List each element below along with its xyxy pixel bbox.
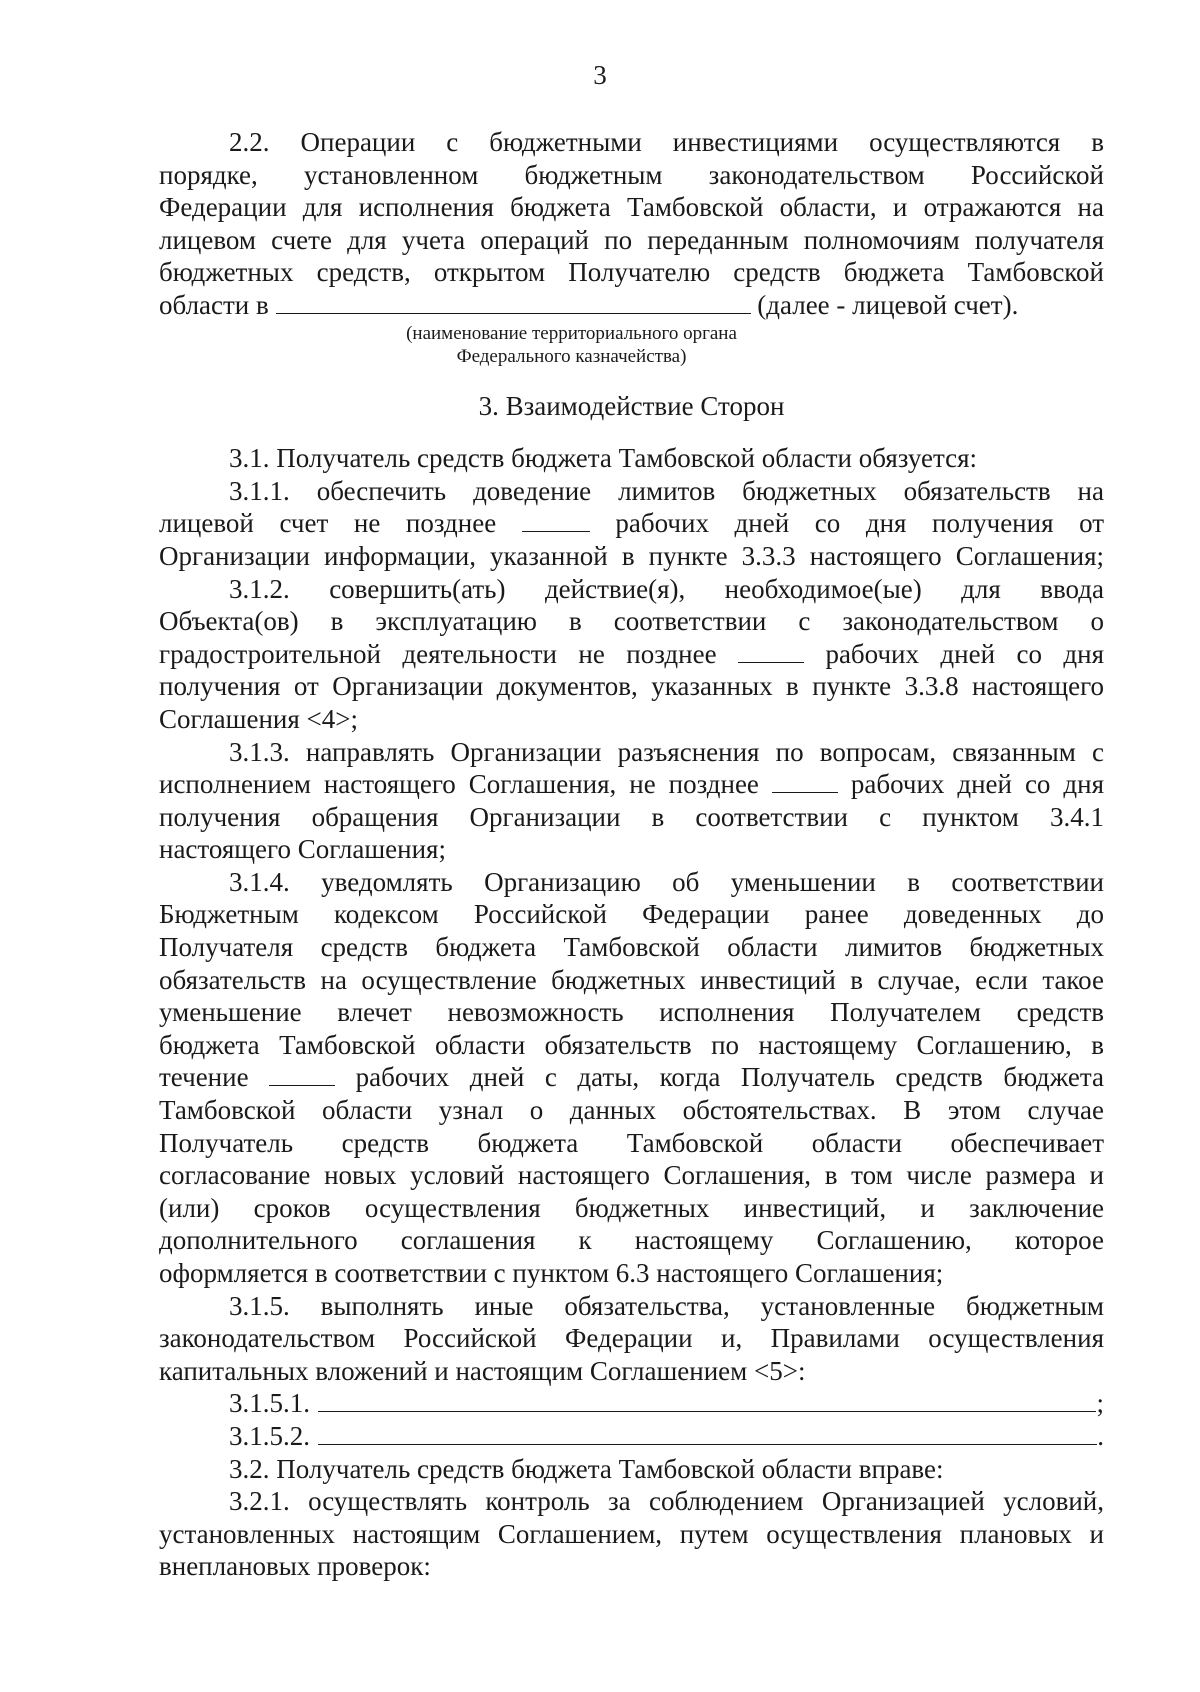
text-fragment: лицевой счет не позднее: [159, 508, 497, 539]
text-line: капитальных вложений и настоящим Соглашением <5>:: [159, 1355, 806, 1386]
paragraph-3-1-1: [159, 475, 1104, 573]
text-line: 2.2. Операции с бюджетными инвестициями осуществляются в: [229, 127, 1104, 157]
text-line: Объекта(ов) в эксплуатацию в соответствии с законодательством о: [159, 606, 1104, 637]
paragraph-3-1-5: [159, 1290, 1104, 1453]
text-line: 3.1.4. уведомлять Организацию об уменьшении в соответствии: [229, 866, 1104, 897]
text-line: дополнительного соглашения к настоящему Соглашению, которое: [159, 1225, 1104, 1256]
paragraph-3-1-4: [159, 866, 1104, 1290]
text-line: 3.1.3. направлять Организации разъяснения по вопросам, связанным с: [229, 736, 1104, 767]
paragraph-3-2: 3.2. Получатель средств бюджета Тамбовской области вправе:: [229, 1453, 944, 1484]
blank-field-days: [522, 509, 590, 532]
field-caption: (наименование территориального органа: [406, 322, 737, 344]
text-fragment: рабочих дней со дня: [825, 638, 1105, 669]
text-line: Соглашения <4>;: [159, 703, 358, 734]
text-line: [159, 768, 1104, 801]
text-fragment: исполнением настоящего Соглашения, не позднее: [159, 769, 759, 800]
text-line: законодательством Российской Федерации и, Правилами осуществления: [159, 1323, 1104, 1354]
text-line: [159, 507, 1104, 540]
section-title: 3. Взаимодействие Сторон: [478, 390, 785, 421]
text-fragment: течение: [159, 1062, 249, 1093]
text-line: Получатель средств бюджета Тамбовской области обеспечивает: [159, 1127, 1104, 1158]
text-line: получения обращения Организации в соответствии с пунктом 3.4.1: [159, 801, 1104, 832]
text-line: обязательств на осуществление бюджетных инвестиций в случае, если такое: [159, 964, 1104, 995]
text-line: 3.1.2. совершить(ать) действие(я), необходимое(ые) для ввода: [229, 573, 1104, 604]
text-line: настоящего Соглашения;: [159, 834, 446, 865]
text-line: бюджетных средств, открытом Получателю средств бюджета Тамбовской: [159, 257, 1104, 288]
paragraph-3-1-2: [159, 573, 1104, 736]
text-fragment: рабочих дней со дня получения от: [615, 508, 1105, 539]
text-line: внеплановых проверок:: [159, 1551, 431, 1582]
text-line: Тамбовской области узнал о данных обстоятельствах. В этом случае: [159, 1095, 1104, 1126]
text-line: получения от Организации документов, указанных в пункте 3.3.8 настоящего: [159, 671, 1104, 702]
text-line: бюджета Тамбовской области обязательств по настоящему Соглашению, в: [159, 1029, 1104, 1060]
text-line: Организации информации, указанной в пункте 3.3.3 настоящего Соглашения;: [159, 540, 1104, 571]
text-line: уменьшение влечет невозможность исполнения Получателем средств: [159, 997, 1104, 1028]
text-line: Бюджетным кодексом Российской Федерации ранее доведенных до: [159, 899, 1104, 930]
paragraph-2-2: [159, 126, 1104, 368]
item-terminator: .: [1097, 1420, 1104, 1451]
text-line: 3.1.5. выполнять иные обязательства, установленные бюджетным: [229, 1290, 1104, 1321]
text-line: (или) сроков осуществления бюджетных инвестиций, и заключение: [159, 1192, 1104, 1223]
text-line: Получателя средств бюджета Тамбовской области лимитов бюджетных: [159, 932, 1104, 963]
blank-field-days: [772, 770, 838, 793]
blank-field-treasury: [276, 291, 751, 314]
text-fragment: области в: [159, 289, 269, 320]
text-line: лицевом счете для учета операций по переданным полномочиям получателя: [159, 224, 1104, 255]
text-line: согласование новых условий настоящего Соглашения, в том числе размера и: [159, 1160, 1104, 1191]
text-fragment: градостроительной деятельности не позднее: [159, 638, 717, 669]
blank-field-days: [738, 640, 804, 663]
paragraph-3-1-3: [159, 736, 1104, 866]
text-fragment: (далее - лицевой счет).: [757, 289, 1019, 320]
item-terminator: ;: [1096, 1388, 1104, 1419]
text-line: 3.2.1. осуществлять контроль за соблюдением Организацией условий,: [229, 1486, 1104, 1517]
field-caption: Федерального казначейства): [456, 345, 687, 367]
text-line: оформляется в соответствии с пунктом 6.3 настоящего Соглашения;: [159, 1258, 944, 1288]
paragraph-3-2-1: [159, 1485, 1104, 1583]
paragraph-3-1: 3.1. Получатель средств бюджета Тамбовской области обязуется:: [229, 443, 977, 474]
text-line: порядке, установленном бюджетным законодательством Российской: [159, 159, 1104, 190]
fill-line-item: [159, 1387, 1104, 1420]
blank-field-days: [269, 1063, 335, 1086]
page-number: 3: [593, 60, 607, 90]
text-line: [159, 289, 1104, 322]
text-line: [159, 638, 1104, 671]
blank-fill-line: [318, 1422, 1097, 1445]
fill-line-item: [159, 1420, 1104, 1453]
blank-fill-line: [318, 1389, 1096, 1412]
text-fragment: рабочих дней со дня: [850, 769, 1105, 800]
document-body: [159, 126, 1104, 1583]
item-number: 3.1.5.1.: [229, 1388, 310, 1419]
text-line: Федерации для исполнения бюджета Тамбовской области, и отражаются на: [159, 192, 1104, 223]
item-number: 3.1.5.2.: [229, 1420, 310, 1451]
text-fragment: рабочих дней с даты, когда Получатель средств бюджета: [355, 1062, 1104, 1093]
text-line: 3.1.1. обеспечить доведение лимитов бюджетных обязательств на: [229, 475, 1104, 506]
text-line: [159, 1061, 1104, 1094]
text-line: установленных настоящим Соглашением, путем осуществления плановых и: [159, 1518, 1104, 1549]
